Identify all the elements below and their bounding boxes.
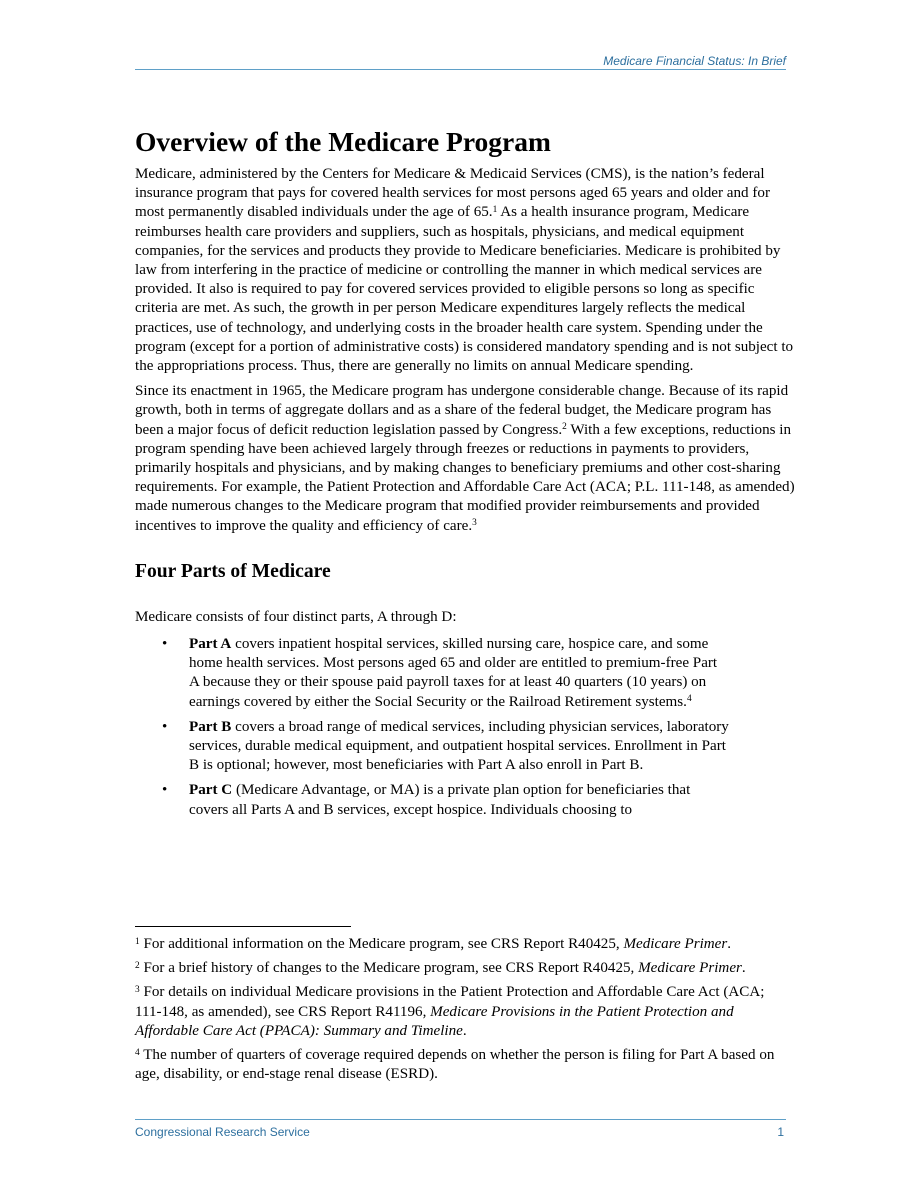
footnote-3-text: For details on individual Medicare provisions in the Patient Protection and Affordable Care Act (ACA; 111-148, as amended), see CRS Report R41196, [135,984,765,1020]
footnote-2-text: For a brief history of changes to the Medicare program, see CRS Report R40425, [139,960,639,977]
page-number: 1 [777,1125,784,1139]
footnote-2-report-title[interactable]: Medicare Primer [638,960,742,977]
part-a-text: covers inpatient hospital services, skilled nursing care, hospice care, and some home health services. Most persons aged 65 and older are entitled to premium-free Part A because they or their spouse paid payroll taxes for at least 40 quarters (10 years) on earnings covered by either the Social Security or the Railroad Retirement systems. [189,636,718,710]
main-content [135,122,795,826]
part-c-text: (Medicare Advantage, or MA) is a private plan option for beneficiaries that covers all Parts A and B services, except hospice. Individuals choosing to [189,782,691,818]
list-item-part-a [135,635,729,712]
footnote-1-text: For additional information on the Medicare program, see CRS Report R40425, [139,936,624,952]
overview-paragraph-2-text-b: With a few exceptions, reductions in program spending have been achieved largely through freezes or reductions in payments to providers, primarily hospitals and physicians, and by making changes to beneficiary premiums and other cost-sharing requirements. For example, the Patient Protection and Affordable Care Act (ACA; P.L. 111-148, as amended) made numerous changes to the Medicare program that modified provider reimbursements and provided incentives to improve the quality and efficiency of care. [135,421,795,534]
footnote-1-number: 1 [135,936,140,947]
footnote-4-number: 4 [135,1047,140,1058]
footer-organization: Congressional Research Service [135,1125,310,1139]
footnote-2-number: 2 [135,961,140,971]
list-item-part-c [135,781,729,819]
footnote-1-report-title[interactable]: Medicare Primer [623,936,728,952]
footnote-3-report-title[interactable]: Medicare Provisions in the Patient Protection and Affordable Care Act (PPACA): Summary and Timeline [135,1003,734,1039]
footnote-ref-3[interactable]: 3 [472,518,477,529]
bullet-icon: • [162,636,168,653]
running-header-title: Medicare Financial Status: In Brief [603,54,786,68]
footnote-3 [135,983,785,1041]
footnote-4-text: The number of quarters of coverage required depends on whether the person is filing for Part A based on age, disability, or end-stage renal disease (ESRD). [135,1047,775,1083]
subsection-title: Four Parts of Medicare [135,560,331,582]
list-item-part-b [135,718,729,776]
part-b-label: Part B [189,718,232,735]
overview-paragraph-1-text-b: As a health insurance program, Medicare reimburses health care providers and suppliers, such as hospitals, physicians, and medical equipment companies, for the services and products they provide to Medicare beneficiaries. Medicare is prohibited by law from interfering in the practice of medicine or controlling the manner in which medical services are provided. It also is required to pay for covered services provided to eligible persons so long as specific criteria are met. As such, the growth in per person Medicare expenditures largely reflects the medical practices, use of technology, and underlying costs in the broader health care system. Spending under the program (except for a portion of administrative costs) is considered mandatory spending and is not subject to the appropriations process. Thus, there are generally no limits on annual Medicare spending. [135,204,794,375]
parts-intro: Medicare consists of four distinct parts, A through D: [135,608,457,625]
overview-paragraph-2 [135,382,795,536]
footnote-1-end: . [727,936,732,952]
footnote-1 [135,935,785,954]
footnotes [135,935,785,1089]
running-footer [135,1119,786,1139]
overview-paragraph-1-text-a: Medicare, administered by the Centers for Medicare & Medicaid Services (CMS), is the nation’s federal insurance program that pays for covered health services for most persons aged 65 years and older and for most permanently disabled individuals under the age of 65. [135,166,770,221]
bullet-icon: • [162,718,168,735]
overview-paragraph-2-text-a: Since its enactment in 1965, the Medicare program has undergone considerable change. Because of its rapid growth, both in terms of aggregate dollars and as a share of the federal budget, the Medicare program has been a major focus of deficit reduction legislation passed by Congress. [135,383,789,438]
footnote-2-end: . [741,960,746,977]
section-title: Overview of the Medicare Program [135,126,551,157]
footnote-ref-4[interactable]: 4 [686,694,692,705]
part-c-label: Part C [189,782,233,799]
footnote-divider [135,926,351,927]
part-b-text: covers a broad range of medical services, including physician services, laboratory services, durable medical equipment, and outpatient hospital services. Enrollment in Part B is optional; however, most beneficiaries with Part A also enroll in Part B. [189,718,729,774]
footnote-4 [135,1046,785,1084]
parts-list [135,635,795,820]
footnote-3-number: 3 [135,985,140,996]
part-a-label: Part A [189,636,232,653]
footnote-ref-1[interactable]: 1 [492,205,498,216]
footnote-ref-2[interactable]: 2 [562,422,567,433]
bullet-icon: • [162,782,168,799]
footnote-2 [135,959,785,978]
footnote-3-end: . [462,1022,467,1039]
running-header [135,55,786,70]
overview-paragraph-1 [135,165,795,376]
